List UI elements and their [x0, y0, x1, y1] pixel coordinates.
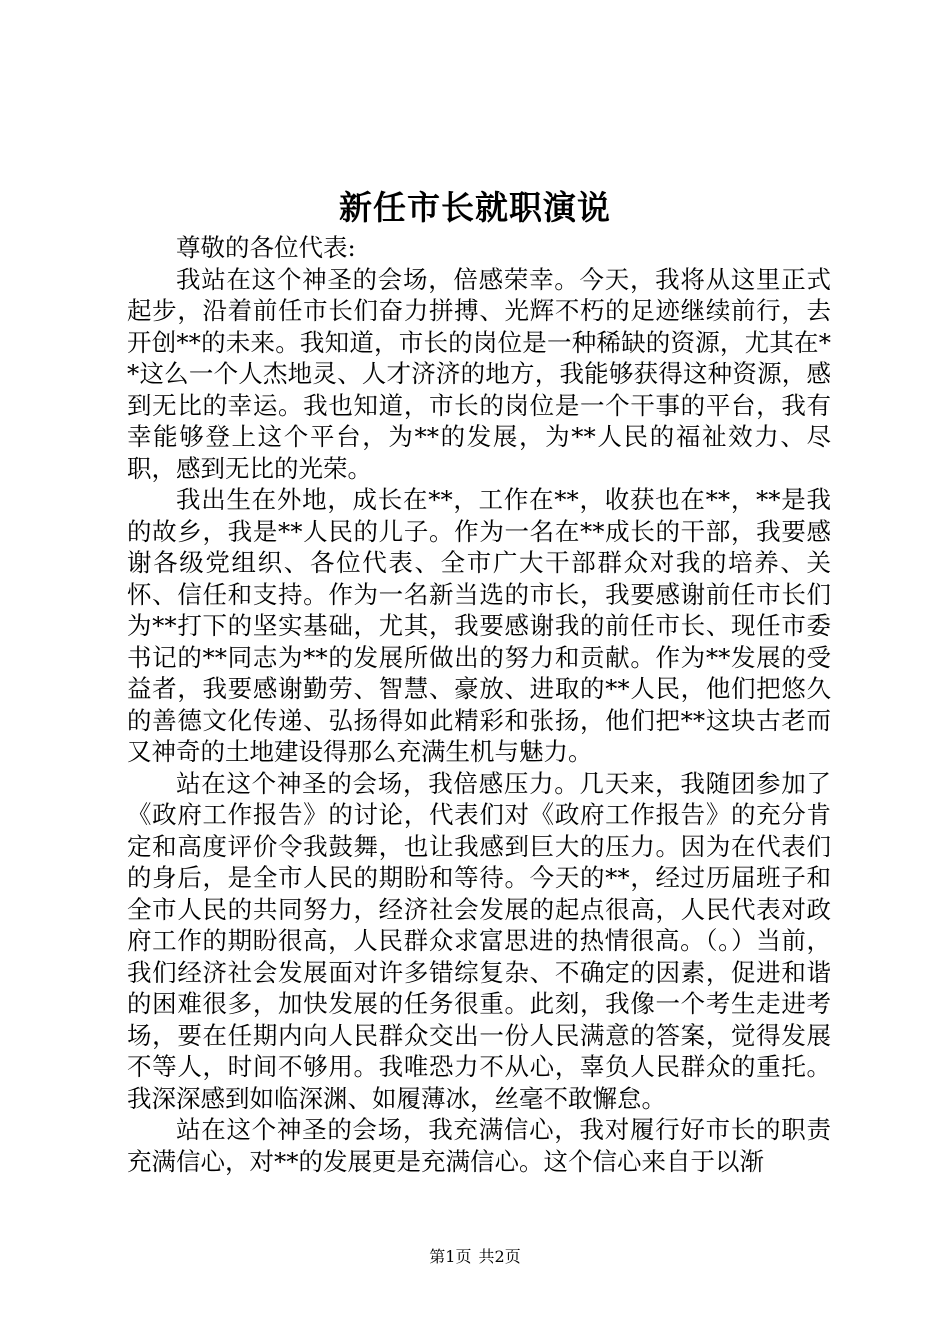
paragraph-2: 我出生在外地，成长在**，工作在**，收获也在**，**是我的故乡，我是**人民的儿子。作为一名在**成长的干部，我要感谢各级党组织、各位代表、全市广大干部群众对我的培养、关怀、信任和支持。作为一名新当选的市长，我要感谢前任市长们为**打下的坚实基础，尤其，我要感谢我的前任市长、现任市委书记的**同志为**的发展所做出的努力和贡献。作为**发展的受益者，我要感谢勤劳、智慧、豪放、进取的**人民，他们把悠久的善德文化传递、弘扬得如此精彩和张扬，他们把**这块古老而又神奇的土地建设得那么充满生机与魅力。	[127, 485, 831, 766]
paragraph-1: 我站在这个神圣的会场，倍感荣幸。今天，我将从这里正式起步，沿着前任市长们奋力拼搏、光辉不朽的足迹继续前行，去开创**的未来。我知道，市长的岗位是一种稀缺的资源，尤其在**这么一个人杰地灵、人才济济的地方，我能够获得这种资源，感到无比的幸运。我也知道，市长的岗位是一个干事的平台，我有幸能够登上这个平台，为**的发展，为**人民的福祉效力、尽职，感到无比的光荣。	[127, 264, 831, 483]
document-body	[127, 232, 831, 1177]
salutation: 尊敬的各位代表:	[176, 233, 356, 262]
page-footer: 第1页 共2页	[429, 1247, 521, 1266]
paragraph-4: 站在这个神圣的会场，我充满信心，我对履行好市长的职责充满信心，对**的发展更是充满信心。这个信心来自于以渐	[127, 1115, 831, 1176]
document-title: 新任市长就职演说	[339, 188, 611, 227]
paragraph-3: 站在这个神圣的会场，我倍感压力。几天来，我随团参加了《政府工作报告》的讨论，代表们对《政府工作报告》的充分肯定和高度评价令我鼓舞，也让我感到巨大的压力。因为在代表们的身后，是全市人民的期盼和等待。今天的**，经过历届班子和全市人民的共同努力，经济社会发展的起点很高，人民代表对政府工作的期盼很高，人民群众求富思进的热情很高。（。）当前，我们经济社会发展面对许多错综复杂、不确定的因素，促进和谐的困难很多，加快发展的任务很重。此刻，我像一个考生走进考场，要在任期内向人民群众交出一份人民满意的答案，觉得发展不等人，时间不够用。我唯恐力不从心，辜负人民群众的重托。我深深感到如临深渊、如履薄冰，丝毫不敢懈怠。	[127, 768, 831, 1113]
